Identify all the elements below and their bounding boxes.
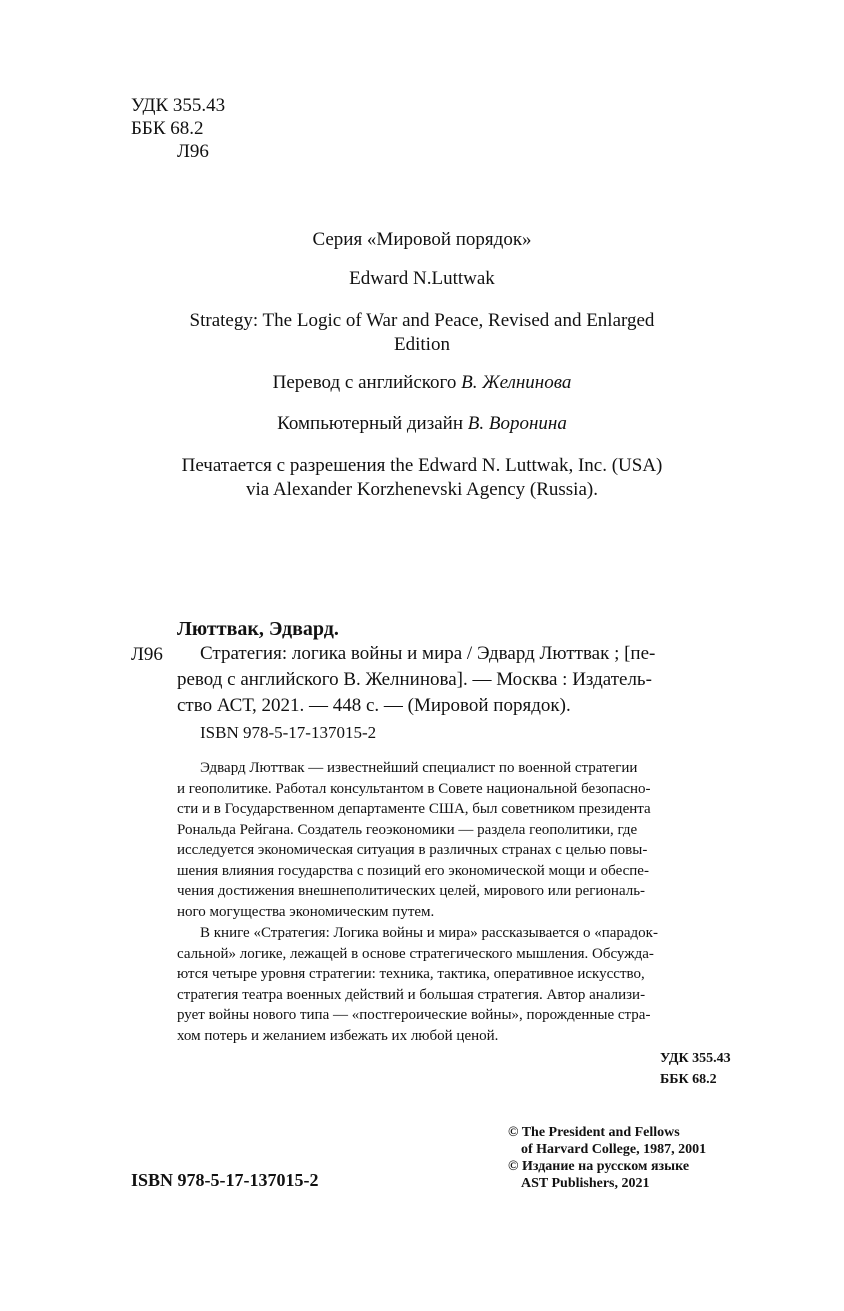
permission-line1: Печатается с разрешения the Edward N. Luttwak, Inc. (USA) [181,455,663,476]
bib-isbn: ISBN 978-5-17-137015-2 [200,723,377,742]
right-udk: УДК 355.43 [660,1051,731,1066]
bib-line: Стратегия: логика войны и мира / Эдвард Люттвак ; [пе- [200,643,656,664]
annotation-line: В книге «Стратегия: Логика войны и мира» рассказывается о «парадок- [200,925,658,941]
annotation-line: исследуется экономическая ситуация в различных странах с целью повы- [177,842,648,858]
bib-line: ревод с английского В. Желнинова]. — Москва : Издатель- [177,669,652,690]
classification-block [131,94,225,163]
copyright-line: © Издание на русском языке [508,1159,690,1174]
original-title-line2: Edition [394,334,450,355]
bib-author-heading: Люттвак, Эдвард. [177,618,339,640]
footer-isbn: ISBN 978-5-17-137015-2 [131,1170,319,1190]
bib-line: ство АСТ, 2021. — 448 с. — (Мировой порядок). [177,695,571,716]
annotation-line: ного могущества экономическим путем. [177,903,435,920]
annotation-line: Эдвард Люттвак — известнейший специалист по военной стратегии [200,760,638,776]
translation-prefix: Перевод с английского [272,372,462,393]
bib-code: Л96 [131,644,163,665]
annotation-line: сальной» логике, лежащей в основе стратегического мышления. Обсужда- [177,945,654,962]
bib-description [177,641,747,719]
bbk-code: ББК 68.2 [131,118,204,139]
annotation-line: сти и в Государственном департаменте США, был советником президента [177,801,651,817]
annotation-line: ются четыре уровня стратегии: техника, тактика, оперативное искусство, [177,966,645,982]
original-author: Edward N.Luttwak [349,268,495,289]
annotation-line: шения влияния государства с позиций его экономической мощи и обеспе- [177,862,649,879]
permission-note [0,454,844,502]
original-title [0,309,844,357]
copyright-line: © The President and Fellows [508,1125,680,1140]
author-code: Л96 [177,141,209,162]
design-prefix: Компьютерный дизайн [277,413,468,434]
annotation-line: и геополитике. Работал консультантом в Совете национальной безопасно- [177,780,651,797]
original-title-line1: Strategy: The Logic of War and Peace, Revised and Enlarged [189,310,655,331]
translator-name: В. Желнинова [461,372,572,393]
series-line: Серия «Мировой порядок» [312,229,532,250]
annotation-line: чения достижения внешнеполитических целей, мирового или региональ- [177,883,646,899]
designer-name: В. Воронина [467,413,567,434]
annotation-paragraph-2 [177,923,755,1046]
right-bbk: ББК 68.2 [660,1072,717,1087]
permission-line2: via Alexander Korzhenevski Agency (Russia). [246,479,598,500]
annotation-line: хом потерь и желанием избежать их любой ценой. [177,1027,499,1044]
udk-code: УДК 355.43 [131,95,226,116]
copyright-line: of Harvard College, 1987, 2001 [521,1142,707,1157]
copyright-block [508,1124,706,1192]
translation-credit [0,371,844,395]
annotation-line: рует войны нового типа — «постгероические войны», порожденные стра- [177,1007,651,1023]
design-credit [0,412,844,436]
annotation-line: стратегия театра военных действий и большая стратегия. Автор анализи- [177,986,646,1003]
annotation-line: Рональда Рейгана. Создатель геоэкономики — раздела геополитики, где [177,821,638,838]
right-classification [660,1048,731,1090]
copyright-line: AST Publishers, 2021 [521,1176,650,1191]
annotation-paragraph-1 [177,758,755,922]
